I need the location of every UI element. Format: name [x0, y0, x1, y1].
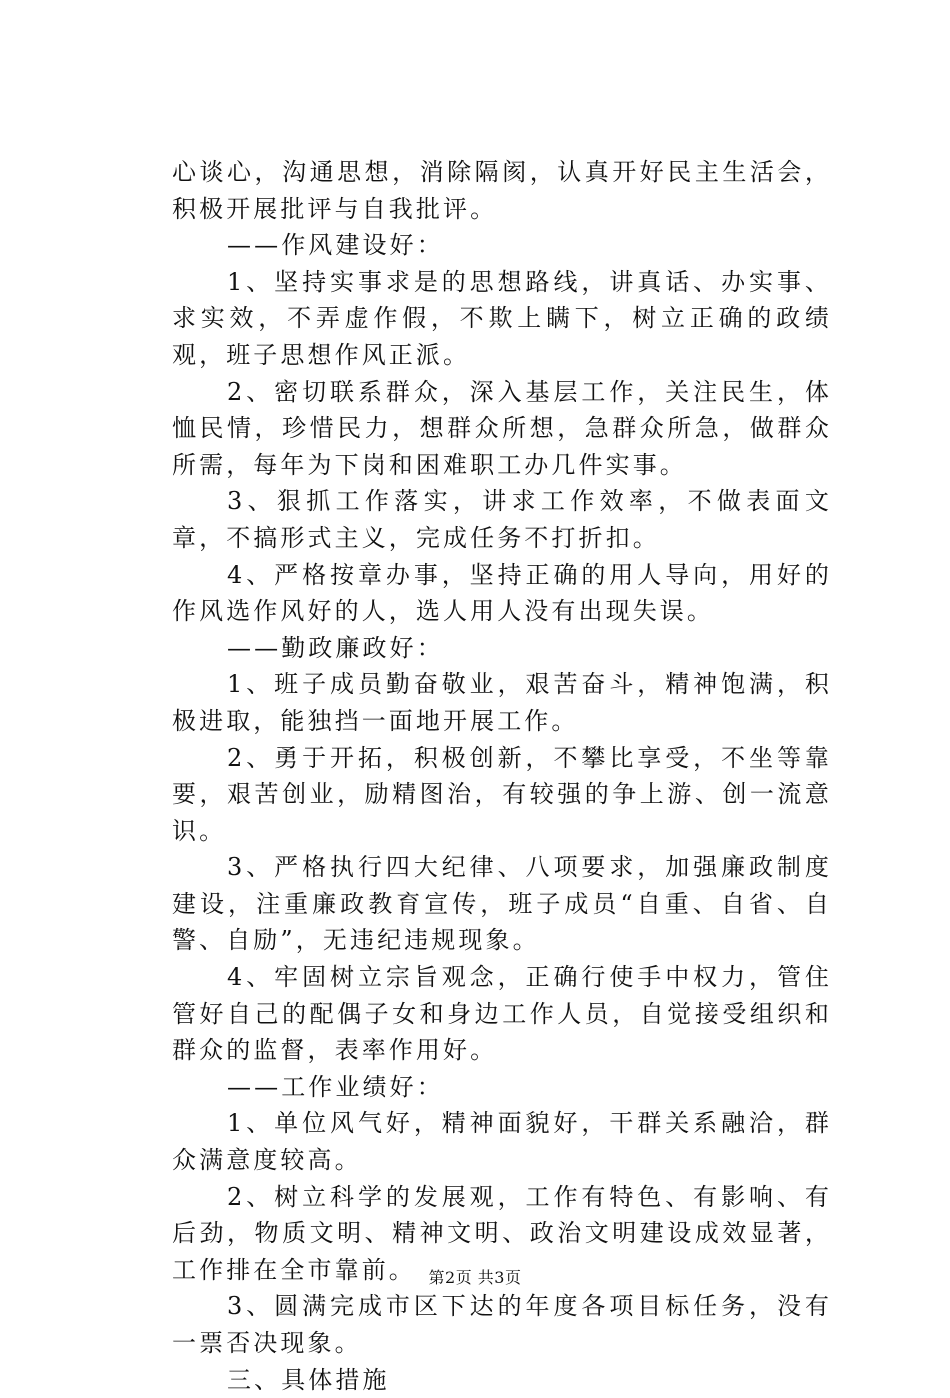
paragraph-continuation: 心谈心，沟通思想，消除隔阂，认真开好民主生活会，积极开展批评与自我批评。: [172, 158, 832, 223]
document-body: [172, 154, 832, 1398]
paragraph-item: 3、狠抓工作落实，讲求工作效率，不做表面文章，不搞形式主义，完成任务不打折扣。: [172, 487, 832, 552]
paragraph-item: 1、班子成员勤奋敬业，艰苦奋斗，精神饱满，积极进取，能独挡一面地开展工作。: [172, 670, 832, 735]
paragraph-item: 3、严格执行四大纪律、八项要求，加强廉政制度建设，注重廉政教育宣传，班子成员“自重、自省、自警、自励”，无违纪违规现象。: [172, 853, 832, 955]
paragraph-item: 2、勇于开拓，积极创新，不攀比享受，不坐等靠要，艰苦创业，励精图治，有较强的争上游、创一流意识。: [172, 743, 832, 845]
section-heading-diligent-clean: ——勤政廉政好：: [227, 633, 444, 662]
paragraph-item: 4、严格按章办事，坚持正确的用人导向，用好的作风选作风好的人，选人用人没有出现失误。: [172, 560, 832, 626]
paragraph-item: 1、单位风气好，精神面貌好，干群关系融洽，群众满意度较高。: [172, 1109, 832, 1175]
paragraph-item: 2、密切联系群众，深入基层工作，关注民生，体恤民情，珍惜民力，想群众所想，急群众所急，做群众所需，每年为下岗和困难职工办几件实事。: [172, 377, 832, 479]
section-heading-work-style: ——作风建设好：: [227, 231, 444, 260]
paragraph-item: 1、坚持实事求是的思想路线，讲真话、办实事、求实效，不弄虚作假，不欺上瞒下，树立正确的政绩观，班子思想作风正派。: [172, 267, 832, 369]
page-footer: 第2页 共3页: [428, 1268, 522, 1287]
section-heading-performance: ——工作业绩好：: [227, 1072, 444, 1101]
paragraph-item: 2、树立科学的发展观，工作有特色、有影响、有后劲，物质文明、精神文明、政治文明建设成效显著，工作排在全市靠前。: [172, 1182, 832, 1284]
section-heading-measures: 三、具体措施: [227, 1365, 390, 1394]
paragraph-item: 3、圆满完成市区下达的年度各项目标任务，没有一票否决现象。: [172, 1292, 832, 1357]
paragraph-item: 4、牢固树立宗旨观念，正确行使手中权力，管住管好自己的配偶子女和身边工作人员，自觉接受组织和群众的监督，表率作用好。: [172, 963, 832, 1065]
